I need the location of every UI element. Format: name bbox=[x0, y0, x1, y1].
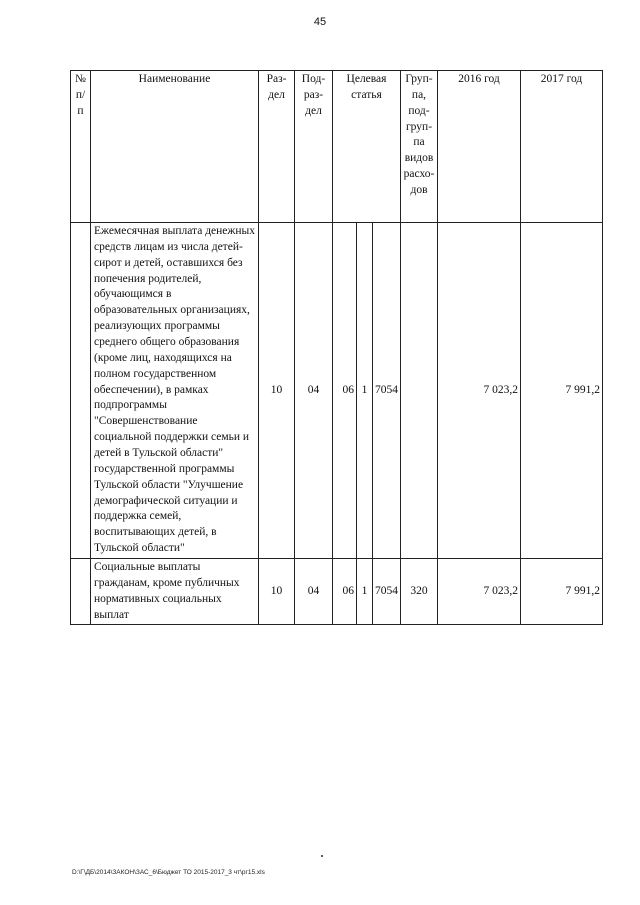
cell-cs1: 06 bbox=[333, 559, 357, 625]
cell-num bbox=[71, 223, 91, 559]
header-celevaya-statya: Целевая статья bbox=[333, 71, 401, 223]
cell-2016: 7 023,2 bbox=[438, 559, 521, 625]
cell-cs2: 1 bbox=[357, 559, 373, 625]
table-row bbox=[71, 559, 603, 625]
cell-podrazdel: 04 bbox=[295, 559, 333, 625]
cell-gruppa bbox=[401, 223, 438, 559]
header-2017: 2017 год bbox=[521, 71, 603, 223]
cell-name: Ежемесячная выплата денежных средств лицам из числа детей-сирот и детей, оставшихся без попечения родителей, обучающимся в образовательных организациях, реализующих программы среднего общего образования (кроме лиц, находящихся на полном государственном обеспечении), в рамках подпрограммы "Совершенствование социальной поддержки семьи и детей в Тульской области" государственной программы Тульской области "Улучшение демографической ситуации и поддержка семей, воспитывающих детей, в Тульской области" bbox=[91, 223, 259, 559]
table-header-row bbox=[71, 71, 603, 223]
cell-podrazdel: 04 bbox=[295, 223, 333, 559]
page-number: 45 bbox=[313, 16, 327, 28]
cell-2016: 7 023,2 bbox=[438, 223, 521, 559]
header-num: № п/п bbox=[71, 71, 91, 223]
header-razdel: Раз- дел bbox=[259, 71, 295, 223]
cell-num bbox=[71, 559, 91, 625]
header-2016: 2016 год bbox=[438, 71, 521, 223]
scan-speck bbox=[321, 855, 323, 857]
table-row bbox=[71, 223, 603, 559]
cell-cs2: 1 bbox=[357, 223, 373, 559]
cell-razdel: 10 bbox=[259, 223, 295, 559]
cell-name: Социальные выплаты гражданам, кроме публичных нормативных социальных выплат bbox=[91, 559, 259, 625]
header-podrazdel: Под- раз- дел bbox=[295, 71, 333, 223]
cell-gruppa: 320 bbox=[401, 559, 438, 625]
budget-table bbox=[70, 70, 603, 625]
cell-2017: 7 991,2 bbox=[521, 559, 603, 625]
cell-2017: 7 991,2 bbox=[521, 223, 603, 559]
cell-razdel: 10 bbox=[259, 559, 295, 625]
cell-cs3: 7054 bbox=[373, 559, 401, 625]
cell-cs3: 7054 bbox=[373, 223, 401, 559]
header-name: Наименование bbox=[91, 71, 259, 223]
cell-cs1: 06 bbox=[333, 223, 357, 559]
header-gruppa: Груп- па, под- груп- па видов расхо- дов bbox=[401, 71, 438, 223]
file-path-footer: D:\Г\ДБ\2014\ЗАКОН\ЗАС_6\Бюджет ТО 2015-2017_3 чт\рг15.xls bbox=[72, 869, 265, 876]
